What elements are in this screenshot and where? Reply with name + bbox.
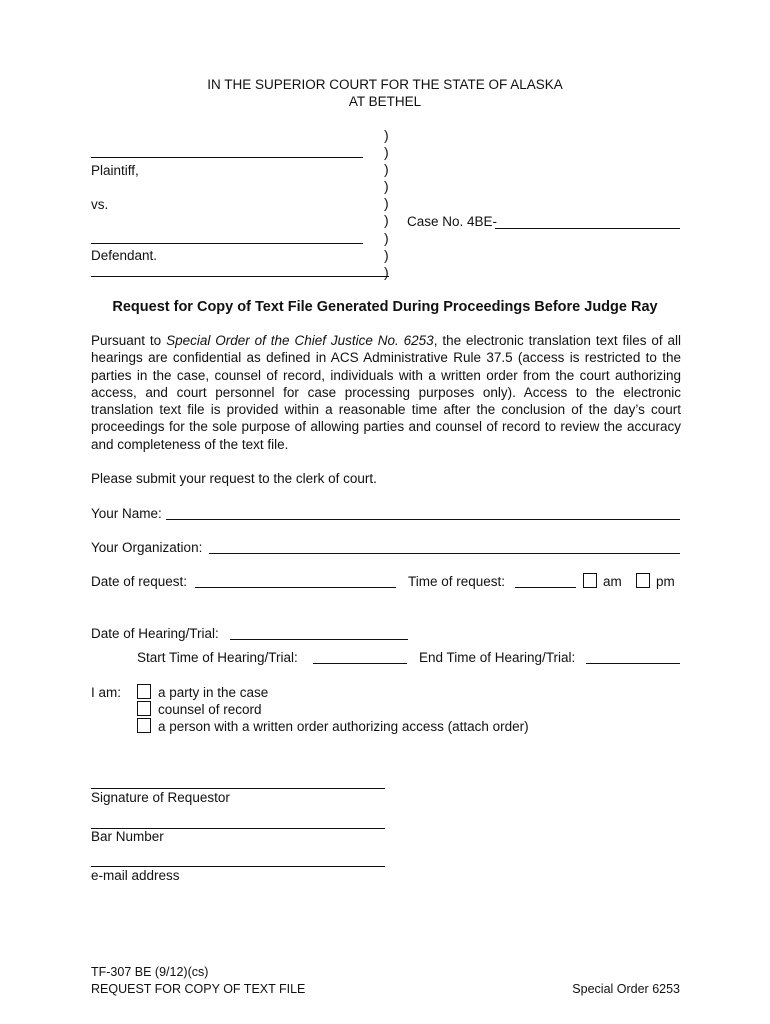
your-name-field[interactable] [166,519,680,520]
plaintiff-name-line[interactable] [91,157,363,158]
case-number-field[interactable] [495,228,680,229]
written-order-option-label: a person with a written order authorizing access (attach order) [158,719,529,734]
defendant-label: Defendant. [91,248,158,263]
pm-checkbox[interactable] [636,573,650,588]
case-number-label: Case No. 4BE- [407,214,498,229]
court-heading-line1: IN THE SUPERIOR COURT FOR THE STATE OF ALASKA [207,77,563,92]
start-time-field[interactable] [313,663,407,664]
signature-line[interactable] [91,788,385,789]
i-am-label: I am: [91,685,122,700]
your-organization-label: Your Organization: [91,540,203,555]
caption-bottom-line [91,276,389,277]
end-time-label: End Time of Hearing/Trial: [419,650,576,665]
your-name-label: Your Name: [91,506,162,521]
start-time-label: Start Time of Hearing/Trial: [137,650,298,665]
body-paragraph: Pursuant to Special Order of the Chief Justice No. 6253, the electronic translation text files of all hearings are confidential as defined in ACS Administrative Rule 37.5 (access is restricted to the parties in the case, counsel of record, individuals with a written order from the court authorizing access, and court personnel for case processing purposes only). Access to the electronic translation text file is provided within a reasonable time after the conclusion of the day’s court proceedings for the sole purpose of allowing parties and counsel of record to review the accuracy and completeness of the text file. [91,333,682,452]
written-order-checkbox[interactable] [137,718,151,733]
party-option-label: a party in the case [158,685,269,700]
am-label: am [603,574,622,589]
date-of-hearing-field[interactable] [230,639,408,640]
vs-label: vs. [91,197,109,212]
am-checkbox[interactable] [583,573,597,588]
form-number: TF-307 BE (9/12)(cs) [91,965,209,979]
email-label: e-mail address [91,868,180,883]
counsel-checkbox[interactable] [137,701,151,716]
date-of-hearing-label: Date of Hearing/Trial: [91,626,219,641]
time-of-request-field[interactable] [515,587,576,588]
time-of-request-label: Time of request: [408,574,506,589]
date-of-request-field[interactable] [195,587,396,588]
special-order-reference: Special Order of the Chief Justice No. 6253 [166,333,434,348]
end-time-field[interactable] [586,663,680,664]
footer-form-title: REQUEST FOR COPY OF TEXT FILE [91,982,306,996]
date-of-request-label: Date of request: [91,574,188,589]
bar-number-label: Bar Number [91,829,164,844]
email-line[interactable] [91,866,385,867]
footer-special-order: Special Order 6253 [572,982,680,996]
pm-label: pm [656,574,675,589]
your-organization-field[interactable] [209,553,680,554]
form-title: Request for Copy of Text File Generated During Proceedings Before Judge Ray [112,299,658,315]
plaintiff-label: Plaintiff, [91,163,139,178]
court-heading-line2: AT BETHEL [348,94,422,109]
submit-instructions: Please submit your request to the clerk of court. [91,471,377,486]
caption-parentheses: ) ) ) ) ) ) ) ) ) [384,127,389,280]
signature-label: Signature of Requestor [91,790,230,805]
party-checkbox[interactable] [137,684,151,699]
counsel-option-label: counsel of record [158,702,262,717]
defendant-name-line[interactable] [91,243,363,244]
